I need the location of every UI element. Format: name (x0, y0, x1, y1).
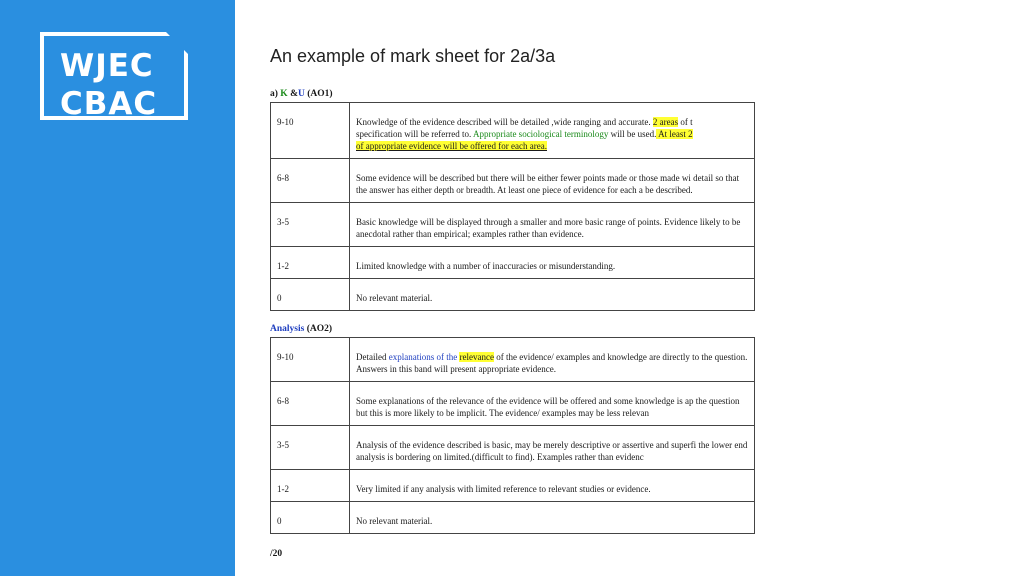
description-cell: No relevant material. (350, 279, 755, 311)
desc-text: of t (678, 117, 693, 127)
table-row (271, 426, 755, 470)
band-cell: 3-5 (271, 203, 350, 247)
total-score: /20 (270, 549, 283, 559)
section-a-table (270, 102, 755, 311)
section-a-u: U (297, 89, 305, 99)
highlight-text: of appropriate evidence will be offered for each area. (356, 141, 547, 151)
table-row (271, 279, 755, 311)
description-cell: No relevant material. (350, 502, 755, 534)
highlight-text: 2 areas (652, 117, 679, 127)
table-row (271, 247, 755, 279)
description-cell: Basic knowledge will be displayed through a smaller and more basic range of points. Evidence likely to be anecdotal rather than empirical; examples rather than evidence. (350, 203, 755, 247)
logo-notch (164, 30, 194, 60)
desc-text: Detailed (356, 352, 389, 362)
highlight-text: relevance (459, 352, 494, 362)
description-cell: Some explanations of the relevance of the evidence will be offered and some knowledge is ap the question but this is more likely to be implicit. The evidence/ examples may be less relevan (350, 382, 755, 426)
desc-text: of the evidence/ examples and knowledge are directly to the question. Answers in this band will present appropriate evidence. (356, 352, 748, 374)
section-b-table (270, 337, 755, 534)
band-cell: 9-10 (271, 103, 350, 159)
band-cell: 9-10 (271, 338, 350, 382)
table-row (271, 338, 755, 382)
green-text: Appropriate sociological terminology (472, 129, 609, 139)
sidebar-panel (0, 0, 235, 576)
table-row (271, 382, 755, 426)
band-cell: 6-8 (271, 382, 350, 426)
band-cell: 1-2 (271, 247, 350, 279)
band-cell: 1-2 (271, 470, 350, 502)
description-cell: Limited knowledge with a number of inaccuracies or misunderstanding. (350, 247, 755, 279)
mark-sheet (270, 86, 755, 560)
desc-text: specification will be referred to. (356, 129, 473, 139)
band-cell: 0 (271, 502, 350, 534)
desc-text: Knowledge of the evidence described will be detailed ,wide ranging and accurate. (356, 117, 653, 127)
logo-line-2: CBAC (60, 86, 158, 122)
description-cell: Analysis of the evidence described is basic, may be merely descriptive or assertive and superfi the lower end analysis is bordering on limited.(difficult to find). Examples rather than evidenc (350, 426, 755, 470)
wjec-cbac-logo (40, 32, 192, 124)
desc-text: will be used. (608, 129, 657, 139)
blue-text: explanations of the (388, 352, 460, 362)
section-a-heading (270, 86, 755, 102)
description-cell: Some evidence will be described but there will be either fewer points made or those made wi detail so that the answer has either depth or breadth. At least one piece of evidence for each a be described. (350, 159, 755, 203)
band-cell: 0 (271, 279, 350, 311)
logo-line-1: WJEC (60, 48, 154, 84)
description-cell: Very limited if any analysis with limited reference to relevant studies or evidence. (350, 470, 755, 502)
table-row (271, 470, 755, 502)
section-a-prefix: a) (270, 89, 278, 99)
table-row (271, 159, 755, 203)
section-a-k: K (280, 89, 288, 99)
section-a-amp: & (290, 89, 298, 99)
page-title: An example of mark sheet for 2a/3a (270, 46, 556, 66)
section-b-label: Analysis (270, 324, 305, 334)
section-a-suffix: (AO1) (307, 89, 333, 99)
highlight-text: At least 2 (656, 129, 693, 139)
description-cell (350, 103, 755, 159)
band-cell: 6-8 (271, 159, 350, 203)
band-cell: 3-5 (271, 426, 350, 470)
table-row (271, 103, 755, 159)
description-cell (350, 338, 755, 382)
table-row (271, 502, 755, 534)
table-row (271, 203, 755, 247)
section-b-suffix: (AO2) (306, 324, 333, 334)
section-b-heading (270, 321, 755, 337)
